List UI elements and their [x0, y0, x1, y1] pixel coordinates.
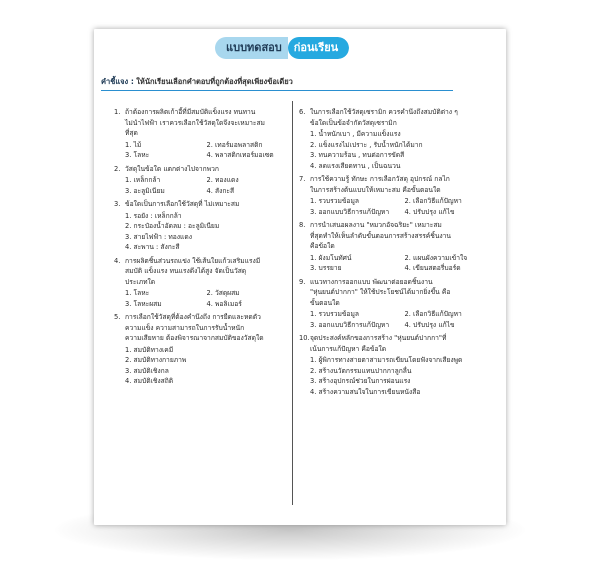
question-stem: แนวทางการออกแบบ พัฒนาต่อยอดชิ้นงาน "หุ่นยนต์ปากกา" ให้ใช้ประโยชน์ได้มากยิ่งขึ้น คือ ขั้นตอนใด: [310, 277, 451, 307]
answer-option: 3. สมบัติเชิงกล: [125, 366, 169, 375]
answer-options: [125, 175, 288, 196]
answer-option: 2. เลือกวิธีแก้ปัญหา: [404, 310, 462, 318]
question-stem: ถ้าต้องการผลิตเก้าอี้ที่มีสมบัติแข็งแรง ทนทาน ไม่นำไฟฟ้า เราควรเลือกใช้วัสดุใดจึงจะเหมาะสม ที่สุด: [125, 108, 265, 137]
question-stem: การเลือกใช้วัสดุที่ต้องคำนึงถึง การยืดและหดตัว ความแข็ง ความสามารถในการรับน้ำหนัก ความเสียหาย ต้องพิจารณาจากสมบัติของวัสดุใด: [125, 313, 264, 342]
answer-option: 2. สร้างนวัตกรรมแทนปากกาลูกลื่น: [310, 366, 412, 375]
question-stem: วัสดุในข้อใด แตกต่างไปจากพวก: [125, 164, 219, 173]
question-item: [114, 312, 288, 387]
answer-option: 1. โลหะ: [125, 289, 150, 297]
answer-option: 2. เลือกวิธีแก้ปัญหา: [404, 197, 462, 205]
answer-options: [310, 309, 499, 330]
answer-option: 4. สมบัติเชิงสถิติ: [125, 377, 174, 385]
question-item: [114, 199, 288, 253]
option-row: [125, 175, 288, 186]
answer-option: 4. เขียนสตอรี่บอร์ด: [404, 264, 461, 272]
question-number: 1.: [114, 108, 121, 116]
answer-options: [310, 196, 499, 217]
answer-options: [310, 129, 499, 171]
answer-option: 1. รวบรวมข้อมูล: [310, 310, 359, 318]
worksheet-page: [94, 29, 506, 525]
answer-option: 1. น้ำหนักเบา , มีความแข็งแรง: [310, 130, 401, 138]
right-column: [299, 107, 499, 400]
question-item: [299, 174, 499, 217]
answer-option: 3. ออกแบบวิธีการแก้ปัญหา: [310, 207, 390, 216]
option-row: [310, 263, 499, 274]
directions-label: คำชี้แจง :: [101, 77, 134, 86]
question-number: 5.: [114, 313, 121, 321]
question-stem: ในการเลือกใช้วัสดุเซรามิก ควรคำนึงถึงสมบัติต่าง ๆ ข้อใดเป็นข้อจำกัดวัสดุเซรามิก: [310, 108, 458, 127]
question-item: [299, 277, 499, 331]
answer-option: 3. ออกแบบวิธีการแก้ปัญหา: [310, 320, 390, 329]
option-row: [125, 186, 288, 197]
answer-option: 3. สายไฟฟ้า : ทองแดง: [125, 232, 192, 241]
question-item: [114, 107, 288, 161]
question-stem: การนำเสนอผลงาน "หมวกอัจฉริยะ" เหมาะสม ที่สุดทำให้เห็นลำดับขั้นตอนการสร้างสรรค์ชิ้นงาน คือข้อใด: [310, 221, 451, 250]
answer-option: 1. ผังมโนทัศน์: [310, 253, 352, 262]
option-row: [310, 309, 499, 320]
title-part-2: ก่อนเรียน: [288, 37, 349, 59]
answer-option: 4. สร้างความสนใจในการเขียนหนังสือ: [310, 387, 421, 396]
question-item: [299, 107, 499, 171]
option-row: [125, 299, 288, 310]
question-stem: การใช้ความรู้ ทักษะ การเลือกวัสดุ อุปกรณ์ กลไก ในการสร้างต้นแบบให้เหมาะสม คือขั้นตอนใด: [310, 175, 450, 194]
answer-option: 4. ลดแรงเสียดทาน , เป็นฉนวน: [310, 161, 401, 170]
answer-option: 2. กระป๋องน้ำอัดลม : อะลูมิเนียม: [125, 222, 220, 230]
question-item: [114, 256, 288, 310]
answer-option: 1. รอยัง : เหล็กกล้า: [125, 211, 182, 220]
answer-options: [125, 140, 288, 161]
question-number: 2.: [114, 164, 121, 173]
question-number: 10.: [299, 334, 310, 342]
answer-option: 3. โลหะผสม: [125, 299, 162, 308]
option-row: [125, 140, 288, 151]
question-stem: จุดประสงค์หลักของการสร้าง "หุ่นยนต์ปากกา"ที่ เน้นการแก้ปัญหา คือข้อใด: [310, 334, 447, 353]
option-row: [125, 150, 288, 161]
answer-option: 1. สมบัติทางเคมี: [125, 345, 174, 354]
question-stem: การผลิตชิ้นส่วนรถแข่ง ใช้เส้นใยแก้วเสริมแรงมี สมบัติ แข็งแรง ทนแรงดึงได้สูง จัดเป็นวัสดุ ประเภทใด: [125, 256, 261, 286]
question-stem: ข้อใดเป็นการเลือกใช้วัสดุที่ ไม่เหมาะสม: [125, 200, 240, 208]
answer-option: 1. เหล็กกล้า: [125, 176, 161, 184]
answer-option: 3. สร้างอุปกรณ์ช่วยในการผ่อนแรง: [310, 377, 411, 385]
answer-option: 2. สมบัติทางกายภาพ: [125, 356, 187, 364]
title-part-1: แบบทดสอบ: [215, 37, 288, 59]
answer-option: 2. ทองแดง: [206, 176, 239, 184]
option-row: [310, 320, 499, 331]
answer-option: 4. พอลิเมอร์: [206, 299, 242, 308]
left-column: [114, 107, 288, 390]
answer-options: [310, 355, 499, 397]
answer-options: [125, 288, 288, 309]
title-banner: [215, 37, 349, 59]
answer-option: 3. ทนความร้อน , ทนต่อการขัดสี: [310, 151, 405, 159]
question-number: 8.: [299, 221, 306, 229]
option-row: [310, 196, 499, 207]
answer-option: 1. ผู้พิการทางสายตาสามารถเขียนโดยฟังจากเสียงพูด: [310, 356, 463, 364]
question-number: 9.: [299, 277, 306, 286]
answer-option: 2. เทอร์มอพลาสติก: [206, 140, 263, 149]
answer-option: 2. แผนผังความเข้าใจ: [404, 253, 468, 262]
answer-option: 1. รวบรวมข้อมูล: [310, 197, 359, 205]
directions-text: ให้นักเรียนเลือกคำตอบที่ถูกต้องที่สุดเพียงข้อเดียว: [136, 77, 293, 86]
answer-option: 3. บรรยาย: [310, 264, 342, 272]
question-number: 7.: [299, 175, 306, 183]
answer-option: 3. โลหะ: [125, 151, 150, 159]
answer-option: 4. สะพาน : สังกะสี: [125, 243, 180, 251]
answer-option: 2. แข็งแรงไม่เปราะ , รับน้ำหนักได้มาก: [310, 140, 423, 149]
answer-option: 3. อะลูมิเนียม: [125, 186, 165, 195]
answer-option: 2. วัสดุผสม: [206, 289, 240, 297]
column-divider: [292, 101, 293, 505]
answer-option: 4. สังกะสี: [206, 186, 235, 195]
directions: [101, 75, 453, 91]
answer-options: [125, 211, 288, 253]
answer-option: 4. ปรับปรุง แก้ไข: [404, 207, 455, 216]
option-row: [125, 288, 288, 299]
question-item: [114, 164, 288, 197]
answer-options: [310, 253, 499, 274]
answer-options: [125, 345, 288, 387]
question-item: [299, 333, 499, 397]
question-number: 6.: [299, 108, 306, 116]
question-item: [299, 220, 499, 274]
option-row: [310, 207, 499, 218]
option-row: [310, 253, 499, 264]
question-number: 3.: [114, 200, 121, 208]
question-number: 4.: [114, 256, 121, 265]
answer-option: 4. ปรับปรุง แก้ไข: [404, 320, 455, 329]
answer-option: 1. ไม้: [125, 140, 142, 149]
answer-option: 4. พลาสติกเทอร์มอเซต: [206, 151, 274, 159]
